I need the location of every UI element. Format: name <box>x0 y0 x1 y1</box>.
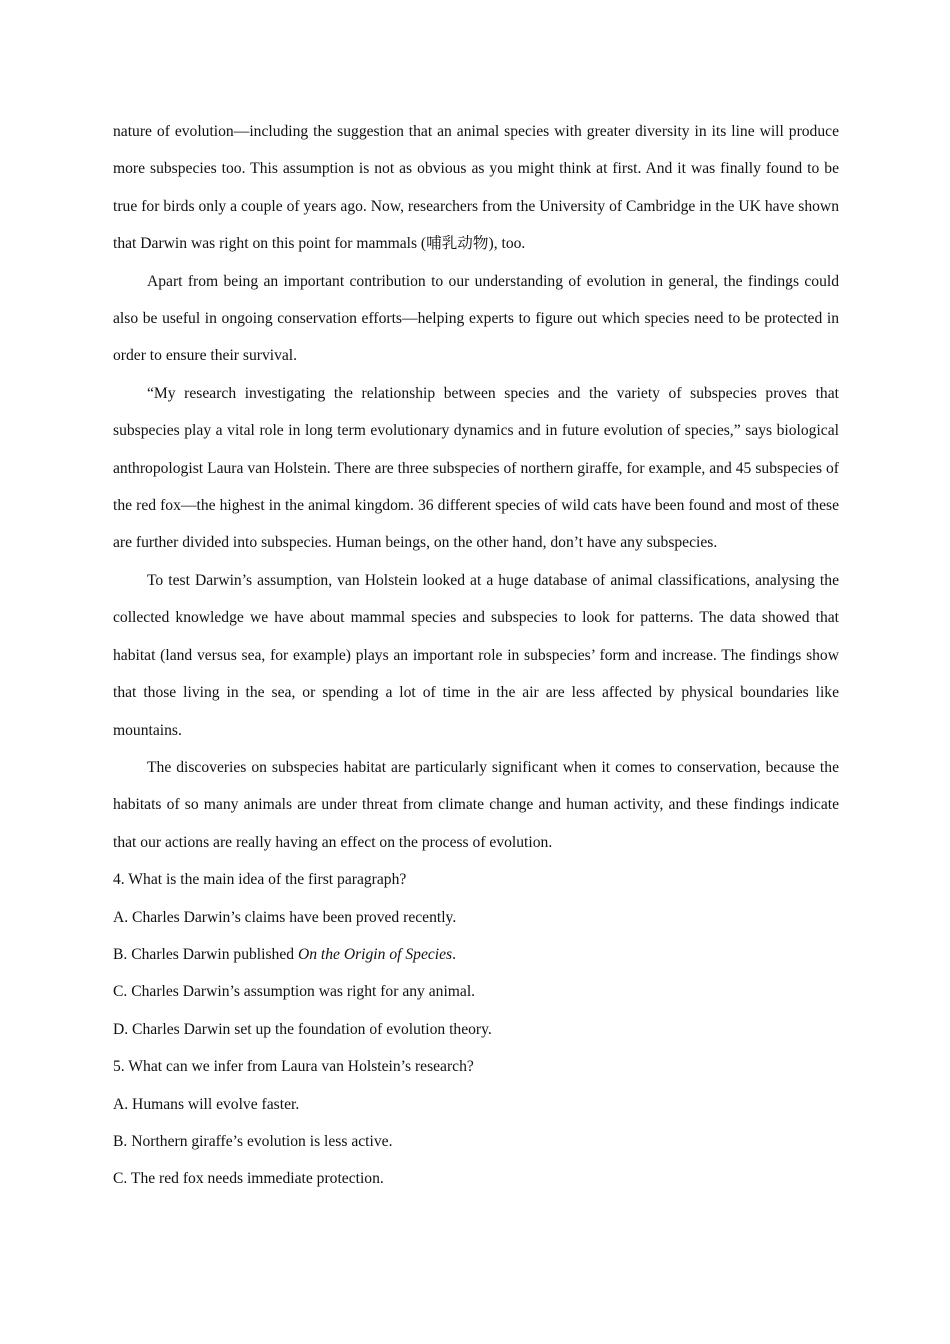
question-4 <box>113 861 839 1048</box>
question-5-option-c: C. The red fox needs immediate protection. <box>113 1170 384 1188</box>
question-4-option-b-suffix: . <box>452 945 457 963</box>
question-4-option-b <box>113 936 839 973</box>
question-4-option-d: D. Charles Darwin set up the foundation of evolution theory. <box>113 1020 492 1038</box>
document-page <box>113 113 839 1198</box>
article-paragraph-1: nature of evolution—including the suggestion that an animal species with greater diversity in its line will produce more subspecies too. This assumption is not as obvious as you might think at first. And it was finally found to be true for birds only a couple of years ago. Now, researchers from the University of Cambridge in the UK have shown that Darwin was right on this point for mammals (哺乳动物), too. <box>113 123 839 253</box>
question-5-option-b: B. Northern giraffe’s evolution is less active. <box>113 1132 393 1150</box>
article-paragraph-4: To test Darwin’s assumption, van Holstein looked at a huge database of animal classifications, analysing the collected knowledge we have about mammal species and subspecies to look for patterns. The data showed that habitat (land versus sea, for example) plays an important role in subspecies’ form and increase. The findings show that those living in the sea, or spending a lot of time in the air are less affected by physical boundaries like mountains. <box>113 571 839 739</box>
question-5-option-a: A. Humans will evolve faster. <box>113 1095 300 1113</box>
article-paragraph-3: “My research investigating the relationship between species and the variety of subspecies proves that subspecies play a vital role in long term evolutionary dynamics and in future evolution of species,” says biological anthropologist Laura van Holstein. There are three subspecies of northern giraffe, for example, and 45 subspecies of the red fox—the highest in the animal kingdom. 36 different species of wild cats have been found and most of these are further divided into subspecies. Human beings, on the other hand, don’t have any subspecies. <box>113 384 839 552</box>
question-4-option-b-prefix: B. Charles Darwin published <box>113 945 298 963</box>
question-5-stem: 5. What can we infer from Laura van Holstein’s research? <box>113 1058 474 1076</box>
article-paragraph-5: The discoveries on subspecies habitat are particularly significant when it comes to conservation, because the habitats of so many animals are under threat from climate change and human activity, and these findings indicate that our actions are really having an effect on the process of evolution. <box>113 758 839 851</box>
book-title: On the Origin of Species <box>297 945 453 963</box>
question-4-option-c: C. Charles Darwin’s assumption was right for any animal. <box>113 983 476 1001</box>
article-paragraph-2: Apart from being an important contribution to our understanding of evolution in general, the findings could also be useful in ongoing conservation efforts—helping experts to figure out which species need to be protected in order to ensure their survival. <box>113 272 839 365</box>
question-4-option-a: A. Charles Darwin’s claims have been proved recently. <box>113 908 457 926</box>
question-4-stem: 4. What is the main idea of the first paragraph? <box>113 871 407 889</box>
question-5 <box>113 1048 839 1198</box>
